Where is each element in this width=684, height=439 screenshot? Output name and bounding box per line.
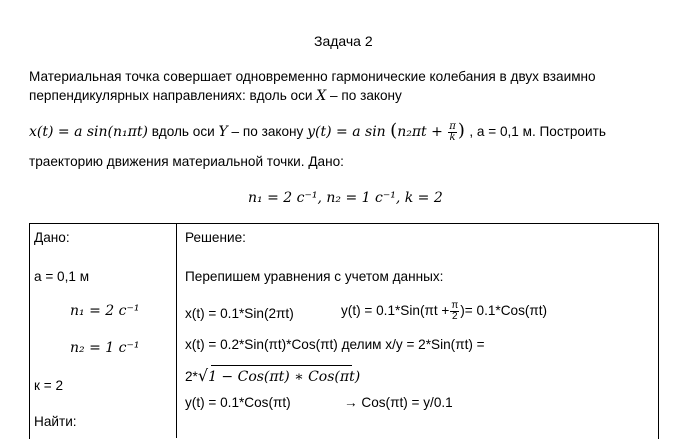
y-law-equation: y(t) = a sin (n₂πt + $\frac{\pi}{k}$ ) [307, 120, 465, 143]
x-substituted-equation: x(t) = 0.1*Sin(2πt) [185, 306, 294, 321]
given-a: а = 0,1 м [34, 269, 90, 284]
line3-text-mid2: – по закону [231, 124, 304, 139]
solution-intro: Перепишем уравнения с учетом данных: [185, 269, 444, 284]
given-n1: n₁ = 2 c⁻¹ [70, 303, 140, 319]
given-n2: n₂ = 1 c⁻¹ [70, 340, 140, 356]
sqrt-prefix: 2* [185, 369, 198, 384]
table-divider [176, 223, 177, 438]
given-k: к = 2 [34, 378, 63, 393]
problem-line-1: Материальная точка совершает одновременно гармонические колебания в двух взаимно [29, 69, 596, 84]
pi-over-k-fraction: $\frac{\pi}{k}$ [449, 120, 456, 143]
given-equation: n₁ = 2 c⁻¹, n₂ = 1 c⁻¹, k = 2 [248, 190, 443, 206]
line2-text-a: перпендикулярных направлениях: вдоль оси [29, 88, 313, 103]
y-substituted-equation [341, 301, 547, 322]
line2-text-b: – по закону [330, 88, 402, 103]
cos-result: → Cos(πt) = y/0.1 [344, 395, 453, 410]
sqrt-overbar [211, 365, 352, 366]
sqrt-body: 1 − Cos(πt) ∗ Cos(πt) [208, 369, 361, 385]
y-sub-part-b: )= 0.1*Cos(πt) [460, 303, 548, 319]
axis-x-symbol: X [316, 88, 327, 104]
y-cos-equation: y(t) = 0.1*Cos(πt) [185, 395, 291, 410]
line3-text-end: , а = 0,1 м. Построить [469, 124, 606, 139]
axis-y-symbol: Y [218, 124, 228, 140]
pi-over-2-fraction: $\frac{\pi}{2}$ [451, 300, 459, 322]
problem-line-2 [29, 88, 402, 104]
given-header: Дано: [34, 230, 70, 245]
sqrt-expression [185, 366, 360, 385]
y-sub-part-a: y(t) = 0.1*Sin(πt + [341, 303, 450, 319]
line3-text-mid: вдоль оси [151, 124, 215, 139]
sqrt-sign: √ [197, 366, 209, 385]
problem-line-4: траекторию движения материальной точки. Дано: [29, 154, 344, 169]
x-law-equation: x(t) = a sin(n₁πt) [29, 124, 148, 140]
y-law-part-a: y(t) = a sin [307, 124, 386, 140]
problem-line-3 [29, 120, 606, 143]
x-rewrite-equation: x(t) = 0.2*Sin(πt)*Cos(πt) делим x/y = 2*Sin(πt) = [185, 337, 485, 352]
find-label: Найти: [34, 414, 77, 429]
y-law-part-b: n₂πt + [397, 124, 443, 140]
problem-title: Задача 2 [314, 33, 373, 49]
solution-header: Решение: [185, 230, 246, 245]
